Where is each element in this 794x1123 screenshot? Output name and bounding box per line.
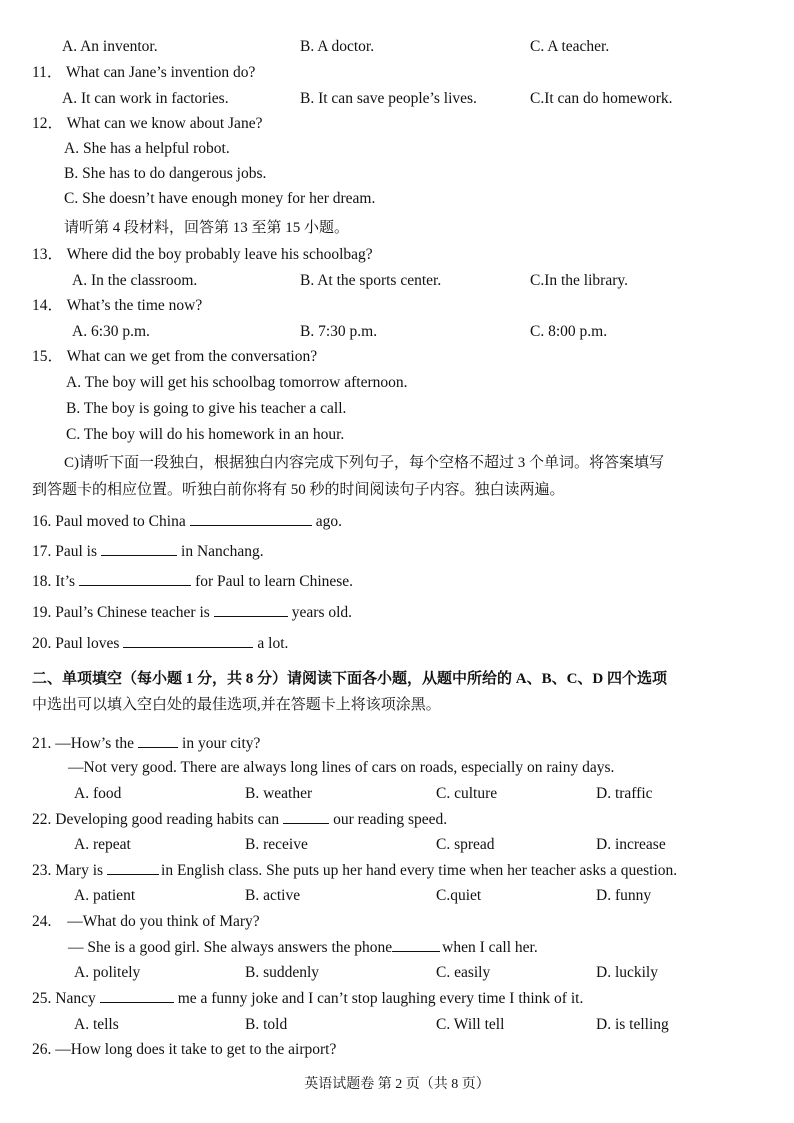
- q24-text: —What do you think of Mary?: [67, 913, 260, 930]
- q12-option-c: C. She doesn’t have enough money for her dream.: [64, 190, 376, 207]
- fill-17-post: in Nanchang.: [181, 543, 264, 560]
- fill-sentence-18: [32, 571, 353, 592]
- page-footer: 英语试题卷 第 2 页（共 8 页）: [304, 1077, 490, 1092]
- q10-option-a: A. An inventor.: [62, 38, 158, 55]
- q11-option-c: C.It can do homework.: [530, 90, 673, 107]
- q15-number: 15．: [32, 348, 64, 365]
- q23-post: in English class. She puts up her hand every time when her teacher asks a question.: [161, 862, 678, 879]
- q11-option-b: B. It can save people’s lives.: [300, 90, 477, 107]
- q25-option-c: C. Will tell: [436, 1016, 505, 1033]
- q13-question: [32, 245, 373, 265]
- q25-pre: 25. Nancy: [32, 990, 96, 1007]
- q22-post: our reading speed.: [333, 811, 448, 828]
- q24-option-b: B. suddenly: [245, 964, 320, 981]
- q24-blank: [392, 937, 440, 952]
- q23-option-b: B. active: [245, 887, 301, 904]
- q14-question: [32, 296, 202, 316]
- q23-option-d: D. funny: [596, 887, 652, 904]
- fill-18-post: for Paul to learn Chinese.: [195, 573, 354, 590]
- section4-instruction: 请听第 4 段材料，回答第 13 至第 15 小题。: [64, 220, 350, 236]
- q22-question: [32, 809, 447, 830]
- q21-reply: —Not very good. There are always long lines of cars on roads, especially on rainy days.: [68, 759, 615, 776]
- section2-heading-line2: 中选出可以填入空白处的最佳选项,并在答题卡上将该项涂黑。: [32, 697, 441, 713]
- q11-option-a: A. It can work in factories.: [62, 90, 229, 107]
- q13-number: 13．: [32, 246, 64, 263]
- q14-option-b: B. 7:30 p.m.: [300, 323, 378, 340]
- q12-option-a: A. She has a helpful robot.: [64, 140, 230, 157]
- fill-20-post: a lot.: [257, 635, 289, 652]
- q25-blank: [100, 988, 174, 1003]
- q21-option-a: A. food: [74, 785, 122, 802]
- fill-20-blank[interactable]: [123, 633, 253, 648]
- q12-option-b: B. She has to do dangerous jobs.: [64, 165, 267, 182]
- q11-question: [32, 63, 255, 83]
- fill-sentence-17: [32, 541, 264, 562]
- q12-number: 12．: [32, 115, 64, 132]
- q22-option-a: A. repeat: [74, 836, 131, 853]
- q25-option-b: B. told: [245, 1016, 288, 1033]
- fill-sentence-16: [32, 511, 342, 532]
- fill-17-pre: 17. Paul is: [32, 543, 98, 560]
- q25-option-a: A. tells: [74, 1016, 119, 1033]
- q12-text: What can we know about Jane?: [66, 115, 263, 132]
- fill-16-blank[interactable]: [190, 511, 312, 526]
- fill-20-pre: 20. Paul loves: [32, 635, 120, 652]
- fill-19-post: years old.: [291, 604, 353, 621]
- q15-option-a: A. The boy will get his schoolbag tomorrow afternoon.: [66, 374, 408, 391]
- q12-question: [32, 114, 262, 134]
- fill-18-blank[interactable]: [79, 571, 191, 586]
- q22-blank: [283, 809, 329, 824]
- q22-pre: 22. Developing good reading habits can: [32, 811, 280, 828]
- q24-pre: — She is a good girl. She always answers the phone: [68, 939, 393, 956]
- q13-option-a: A. In the classroom.: [72, 272, 198, 289]
- q23-question: [32, 860, 677, 881]
- q23-option-a: A. patient: [74, 887, 136, 904]
- q10-option-b: B. A doctor.: [300, 38, 375, 55]
- q23-pre: 23. Mary is: [32, 862, 104, 879]
- fill-sentence-20: [32, 633, 288, 654]
- q24-number: 24.: [32, 913, 52, 930]
- q24-post: when I call her.: [442, 939, 538, 956]
- q22-option-d: D. increase: [596, 836, 666, 853]
- q15-option-c: C. The boy will do his homework in an hour.: [66, 426, 345, 443]
- q15-text: What can we get from the conversation?: [66, 348, 318, 365]
- q26-question: 26. —How long does it take to get to the airport?: [32, 1041, 337, 1058]
- q23-option-c: C.quiet: [436, 887, 482, 904]
- fill-17-blank[interactable]: [101, 541, 177, 556]
- q25-option-d: D. is telling: [596, 1016, 669, 1033]
- q14-number: 14．: [32, 297, 64, 314]
- q24-option-a: A. politely: [74, 964, 141, 981]
- fill-sentence-19: [32, 602, 352, 623]
- q21-question: [32, 733, 260, 754]
- q13-option-c: C.In the library.: [530, 272, 628, 289]
- section2-heading-line1: [32, 669, 667, 689]
- q14-option-a: A. 6:30 p.m.: [72, 323, 150, 340]
- q22-option-c: C. spread: [436, 836, 495, 853]
- q21-pre: 21. —How’s the: [32, 735, 135, 752]
- fill-19-pre: 19. Paul’s Chinese teacher is: [32, 604, 210, 621]
- q24-reply: [68, 937, 538, 958]
- q13-option-b: B. At the sports center.: [300, 272, 442, 289]
- q15-option-b: B. The boy is going to give his teacher a call.: [66, 400, 347, 417]
- q23-blank: [107, 860, 159, 875]
- q11-text: What can Jane’s invention do?: [66, 64, 256, 81]
- fill-16-post: ago.: [315, 513, 342, 530]
- fill-19-blank[interactable]: [214, 602, 288, 617]
- q21-option-c: C. culture: [436, 785, 498, 802]
- q15-question: [32, 347, 317, 367]
- q11-number: 11．: [32, 64, 63, 81]
- q24-option-c: C. easily: [436, 964, 491, 981]
- partc-instruction-line2: 到答题卡的相应位置。听独白前你将有 50 秒的时间阅读句子内容。独白读两遍。: [32, 482, 565, 498]
- q10-option-c: C. A teacher.: [530, 38, 610, 55]
- q21-post: in your city?: [182, 735, 261, 752]
- fill-18-pre: 18. It’s: [32, 573, 76, 590]
- q25-post: me a funny joke and I can’t stop laughing every time I think of it.: [177, 990, 584, 1007]
- q24-question: [32, 912, 260, 932]
- q24-option-d: D. luckily: [596, 964, 658, 981]
- q25-question: [32, 988, 583, 1009]
- q21-option-b: B. weather: [245, 785, 313, 802]
- q13-text: Where did the boy probably leave his schoolbag?: [66, 246, 373, 263]
- q14-option-c: C. 8:00 p.m.: [530, 323, 608, 340]
- q21-option-d: D. traffic: [596, 785, 653, 802]
- partc-instruction-line1: C)请听下面一段独白，根据独白内容完成下列句子，每个空格不超过 3 个单词。将答案填写: [64, 455, 665, 471]
- q14-text: What’s the time now?: [66, 297, 203, 314]
- fill-16-pre: 16. Paul moved to China: [32, 513, 186, 530]
- q21-blank: [138, 733, 178, 748]
- q22-option-b: B. receive: [245, 836, 308, 853]
- section2-heading-text: 二、单项填空（每小题 1 分，共 8 分）请阅读下面各小题，从题中所给的 A、B、C、D 四个选项: [32, 671, 668, 687]
